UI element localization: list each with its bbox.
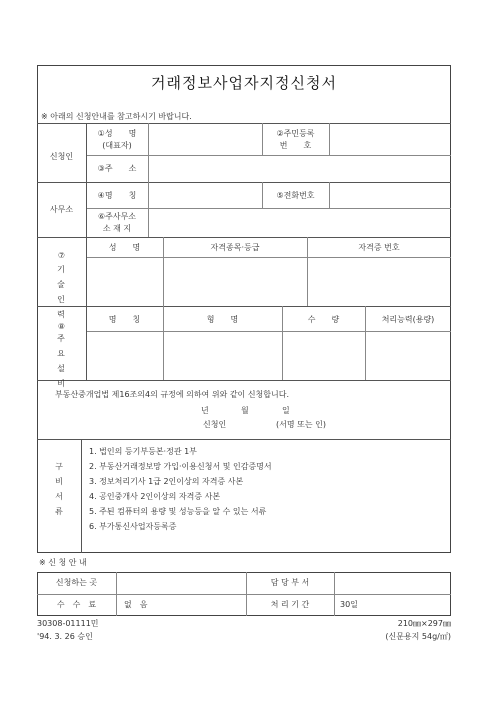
address-label: ③주 소: [97, 164, 137, 173]
office-location-label: ⑥주사무소: [97, 212, 137, 221]
paper-size: 210㎜×297㎜: [397, 619, 451, 628]
equip-capacity-field[interactable]: [366, 332, 450, 379]
rrn-field[interactable]: [330, 124, 450, 154]
equip-name-field[interactable]: [87, 332, 162, 379]
tech-section-label: 기 술 인 력: [57, 265, 65, 319]
phone-label: ⑤전화번호: [276, 191, 315, 200]
equip-section-label: 주 요 설 비: [57, 334, 65, 388]
guide-where-label: 신청하는 곳: [55, 578, 98, 587]
guide-period-value: 30일: [340, 600, 358, 609]
tech-name-field[interactable]: [87, 258, 162, 305]
tech-type-field[interactable]: [164, 258, 306, 305]
tech-col-number: 자격증 번호: [358, 243, 400, 252]
rrn-sublabel: 번 호: [279, 141, 312, 150]
guide-where-field[interactable]: [117, 573, 245, 593]
name-label: ①성 명: [97, 129, 137, 138]
office-location-sublabel: 소 재 지: [102, 224, 132, 233]
document-item: 2. 부동산거래정보망 가입·이용신청서 및 인감증명서: [89, 462, 272, 471]
office-label: 사무소: [49, 205, 74, 214]
paper-type: (신문용지 54g/㎡): [385, 632, 451, 641]
approval-date: '94. 3. 26 승인: [37, 632, 93, 641]
declaration-applicant-label: 신청인: [203, 420, 227, 429]
tech-col-name: 성 명: [108, 243, 141, 252]
document-item: 6. 부가통신사업자등록증: [89, 522, 177, 531]
rrn-label: ②주민등록: [276, 129, 315, 138]
applicant-label: 신청인: [49, 152, 74, 161]
tech-col-type: 자격종목·등급: [210, 243, 260, 252]
date-day: 일: [282, 406, 290, 415]
phone-field[interactable]: [330, 183, 450, 207]
notice-text: ※ 아래의 신청안내를 참고하시기 바랍니다.: [41, 112, 192, 121]
equip-number: ⑧: [57, 322, 66, 331]
applicant-name-field[interactable]: [149, 124, 261, 154]
equip-col-qty: 수 량: [307, 315, 340, 324]
document-item: 5. 주된 컴퓨터의 용량 및 성능등을 알 수 있는 서류: [89, 507, 267, 516]
date-year: 년: [201, 406, 209, 415]
guide-fee-label: 수 수 료: [56, 600, 97, 609]
declaration-text: 부동산중개업법 제16조의4의 규정에 의하여 위와 같이 신청합니다.: [55, 390, 289, 399]
guide-heading: ※ 신 청 안 내: [39, 558, 87, 567]
equip-qty-field[interactable]: [283, 332, 364, 379]
equip-col-name: 명 칭: [108, 315, 141, 324]
date-month: 월: [241, 406, 249, 415]
document-item: 4. 공인중개사 2인이상의 자격증 사본: [89, 492, 221, 501]
form-title: 거래정보사업자지정신청서: [151, 74, 337, 92]
guide-dept-label: 담 당 부 서: [270, 578, 310, 587]
guide-fee-value: 없 음: [124, 600, 148, 609]
equip-col-capacity: 처리능력(용량): [381, 315, 435, 324]
equip-model-field[interactable]: [164, 332, 281, 379]
tech-number-field[interactable]: [308, 258, 450, 305]
declaration-signature-field[interactable]: [232, 417, 272, 431]
document-item: 3. 정보처리기사 1급 2인이상의 자격증 사본: [89, 477, 244, 486]
address-field[interactable]: [149, 156, 450, 181]
documents-section-label: 구 비 서 류: [55, 462, 63, 516]
tech-number: ⑦: [57, 251, 66, 260]
document-item: 1. 법인의 등기부등본·정관 1부: [89, 447, 197, 456]
form-code: 30308-01111민: [37, 619, 99, 628]
office-name-label: ④명 칭: [97, 191, 137, 200]
name-sublabel: (대표자): [102, 141, 132, 150]
office-location-field[interactable]: [149, 209, 450, 236]
guide-dept-field[interactable]: [335, 573, 450, 593]
office-name-field[interactable]: [149, 183, 261, 207]
guide-period-label: 처 리 기 간: [270, 600, 310, 609]
sign-label: (서명 또는 인): [276, 420, 326, 429]
equip-col-model: 형 명: [206, 315, 239, 324]
